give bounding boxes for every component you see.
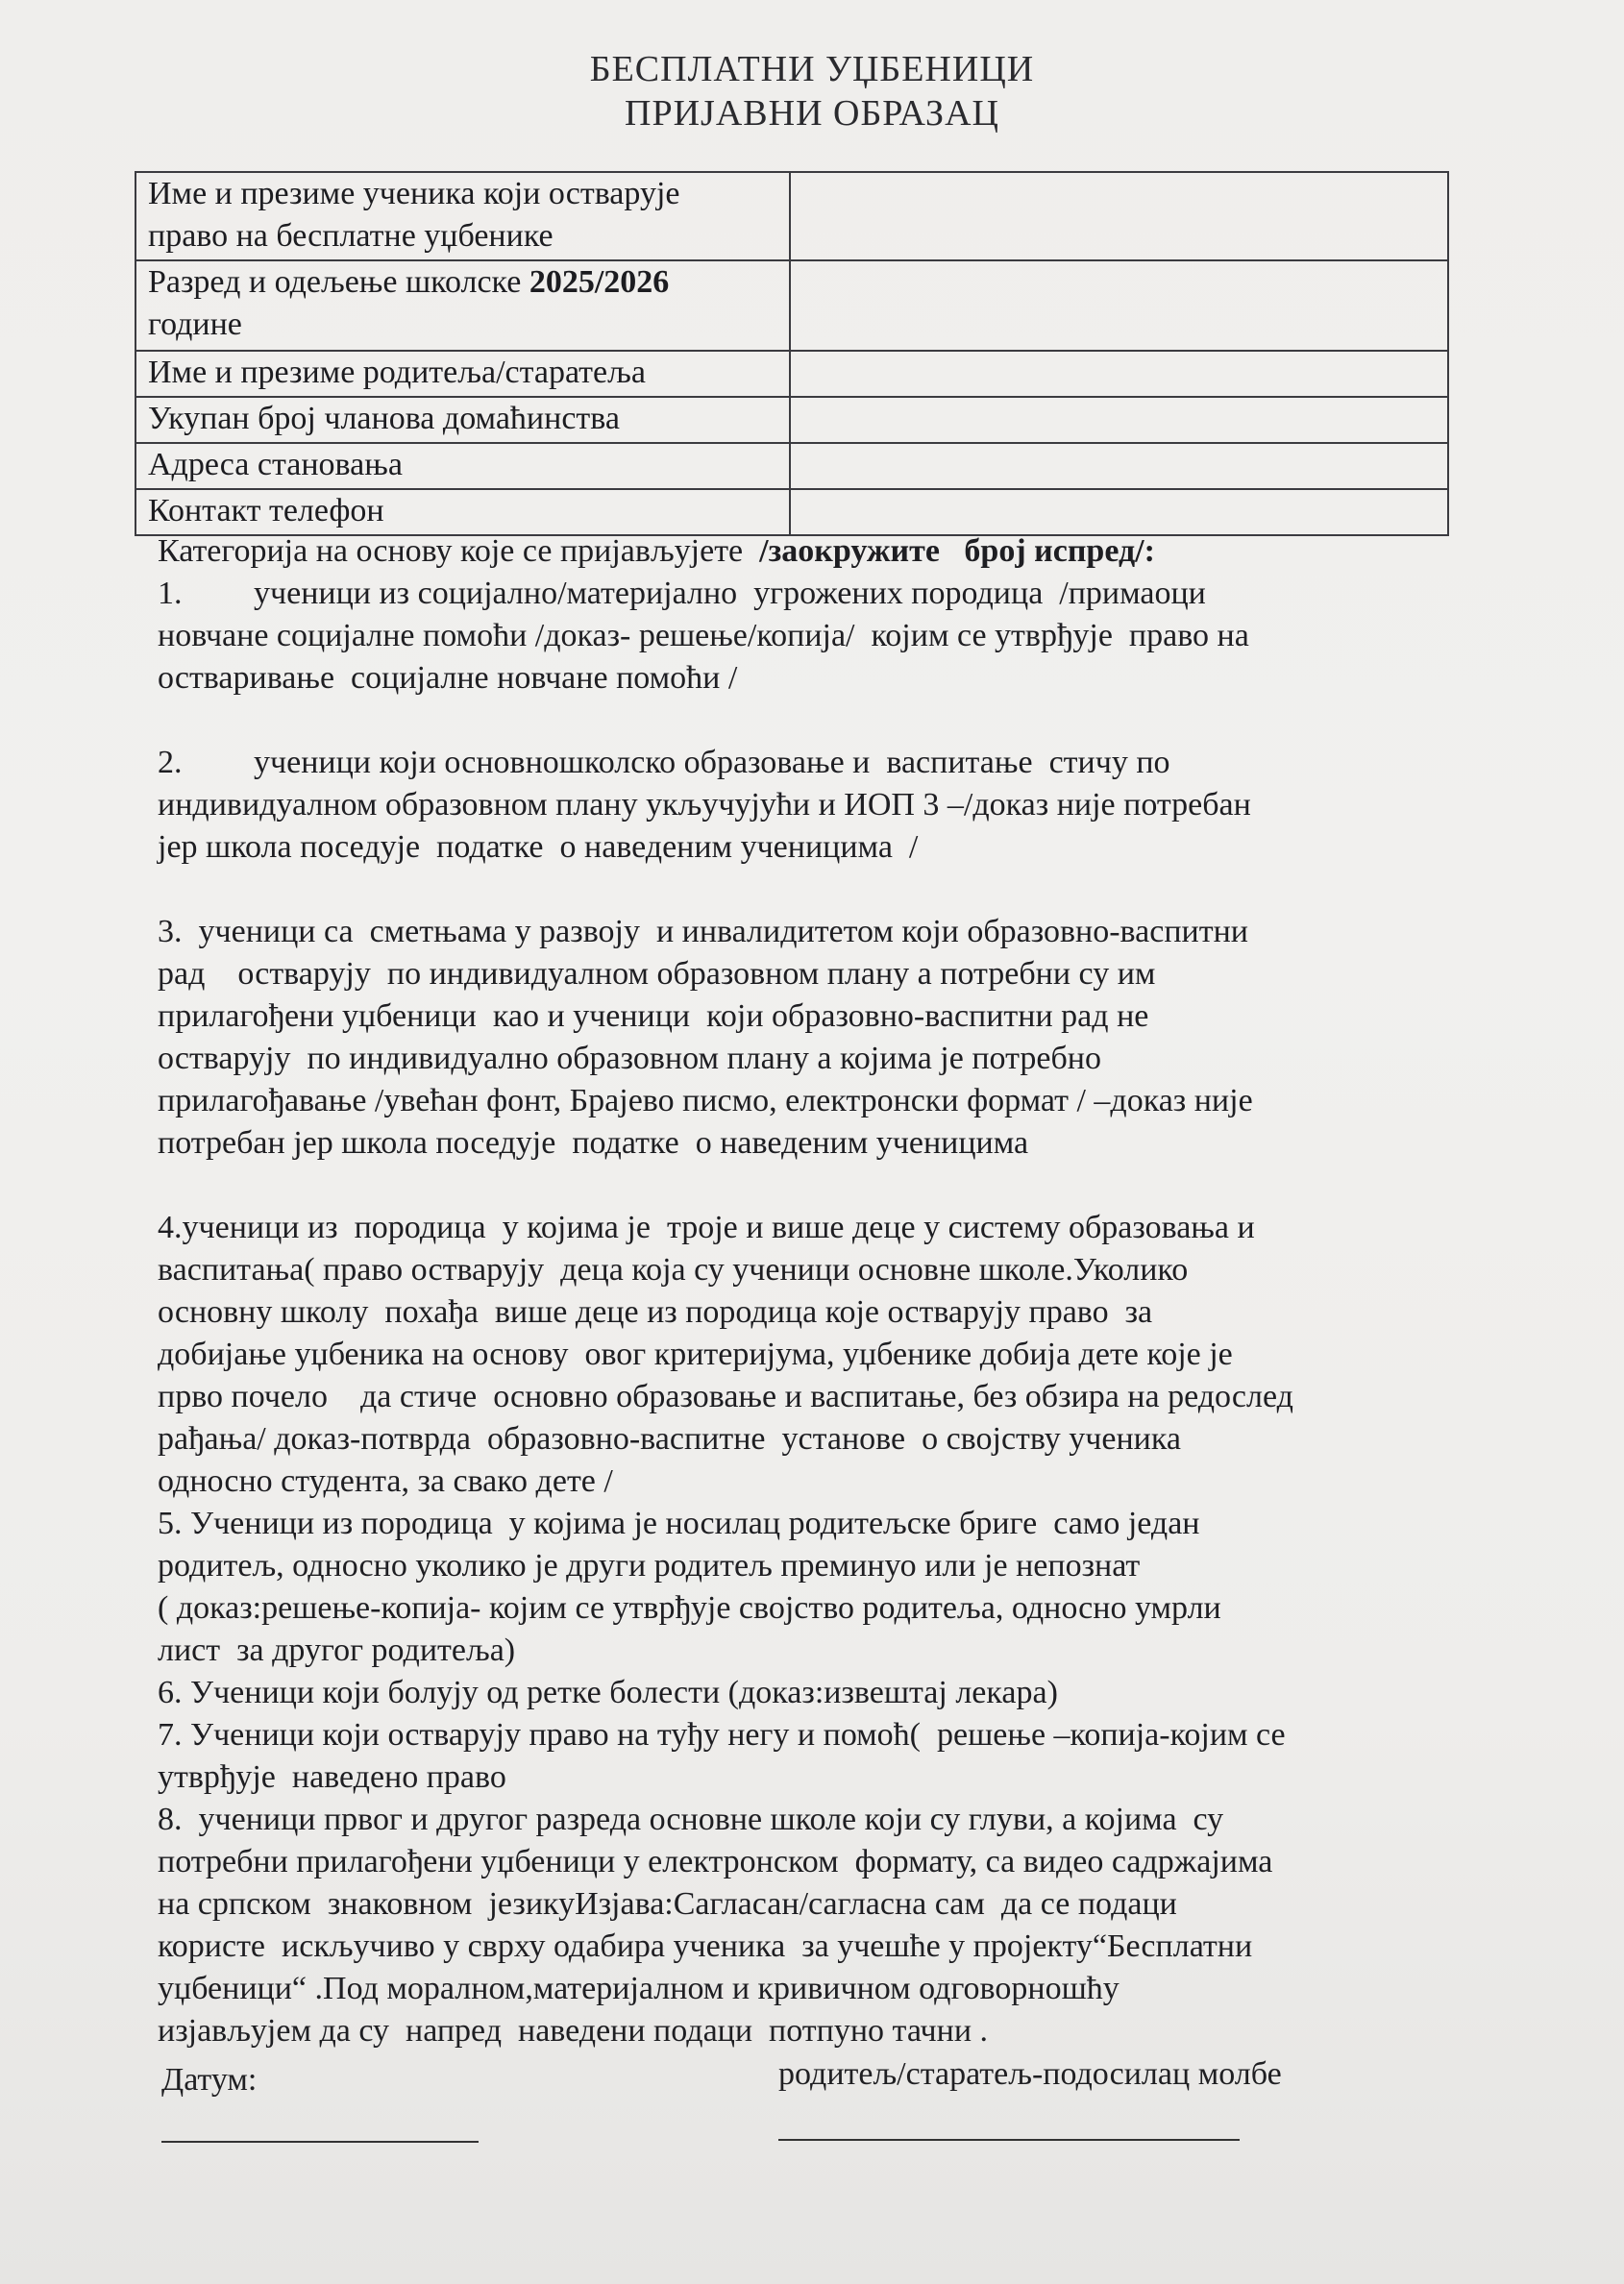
- category-1-line-2: новчане социјалне помоћи /доказ- решење/копија/ којим се утврђује право на: [158, 618, 1249, 653]
- category-5-line-2: родитељ, односно уколико је други родитељ преминуо или је непознат: [158, 1548, 1141, 1584]
- form-title: БЕСПЛАТНИ УЏБЕНИЦИ: [589, 49, 1035, 89]
- category-2-line-2: индивидуалном образовном плану укључујући и ИОП 3 –/доказ није потребан: [158, 787, 1251, 823]
- field-value-address[interactable]: [790, 443, 1448, 489]
- category-8-line-3: на српском знаковном језикуИзјава:Сагласан/сагласна сам да се подаци: [158, 1886, 1177, 1922]
- spacer: [158, 1165, 1464, 1207]
- field-label-phone: Контакт телефон: [135, 489, 790, 535]
- field-value-household-members[interactable]: [790, 397, 1448, 443]
- categories-intro: Категорија на основу које се пријављујете /заокружите број испред/:: [158, 533, 1155, 569]
- category-4-line-7: односно студента, за свако дете /: [158, 1463, 613, 1499]
- field-label-grade: Разред и одељење школске 2025/2026 године: [135, 260, 790, 351]
- declaration-line-3: изјављујем да су напред наведени подаци потпуно тачни .: [158, 2013, 989, 2049]
- category-3-line-5: прилагођавање /увећан фонт, Брајево писмо, електронски формат / –доказ није: [158, 1083, 1253, 1118]
- table-row: [135, 397, 1448, 443]
- category-4-line-6: рађања/ доказ-потврда образовно-васпитне установе о својству ученика: [158, 1421, 1181, 1457]
- categories-section: [158, 530, 1464, 2052]
- table-row: [135, 172, 1448, 260]
- category-5-line-3: ( доказ:решење-копија- којим се утврђује својство родитеља, односно умрли: [158, 1590, 1221, 1626]
- category-3-line-1[interactable]: 3. ученици са сметњама у развоју и инвалидитетом који образовно-васпитни: [158, 914, 1248, 949]
- category-2-line-3: јер школа поседује податке о наведеним ученицима /: [158, 829, 919, 865]
- category-4-line-1[interactable]: 4.ученици из породица у којима је троје и више деце у систему образовања и: [158, 1210, 1255, 1245]
- category-4-line-4: добијање уџбеника на основу овог критеријума, уџбенике добија дете које је: [158, 1337, 1233, 1372]
- category-3-line-6: потребан јер школа поседује податке о наведеним ученицима: [158, 1125, 1029, 1161]
- category-7-line-2: утврђује наведено право: [158, 1759, 506, 1795]
- category-5-line-1[interactable]: 5. Ученици из породица у којима је носилац родитељске бриге само један: [158, 1506, 1200, 1541]
- category-3-line-2: рад остварују по индивидуалном образовном плану а потребни су им: [158, 956, 1156, 992]
- field-value-parent-name[interactable]: [790, 351, 1448, 397]
- category-8-line-2: потребни прилагођени уџбеници у електронском формату, са видео садржајима: [158, 1844, 1273, 1879]
- table-row: [135, 351, 1448, 397]
- field-label-student-name: Име и презиме ученика који остварује право на бесплатне уџбенике: [135, 172, 790, 260]
- date-label: Датум:: [161, 2062, 258, 2098]
- category-4-line-3: основну школу похађа више деце из породица које остварују право за: [158, 1294, 1153, 1330]
- applicant-info-table: [135, 171, 1449, 536]
- category-2-line-1[interactable]: 2. ученици који основношколско образовање и васпитање стичу по: [158, 745, 1170, 780]
- signature-label: родитељ/старатељ-подосилац молбе: [778, 2056, 1282, 2092]
- category-6-line-1[interactable]: 6. Ученици који болују од ретке болести (доказ:извештај лекара): [158, 1675, 1058, 1710]
- date-signature-line[interactable]: [161, 2141, 479, 2143]
- category-8-line-1[interactable]: 8. ученици првог и другог разреда основне школе који су глуви, а којима су: [158, 1802, 1224, 1837]
- category-1-line-1[interactable]: 1. ученици из социјално/материјално угрожених породица /примаоци: [158, 576, 1206, 611]
- spacer: [158, 700, 1464, 742]
- field-value-student-name[interactable]: [790, 172, 1448, 260]
- table-row: [135, 489, 1448, 535]
- spacer: [158, 869, 1464, 911]
- table-row: [135, 260, 1448, 351]
- field-label-household-members: Укупан број чланова домаћинства: [135, 397, 790, 443]
- category-3-line-4: остварују по индивидуално образовном плану а којима је потребно: [158, 1041, 1101, 1076]
- category-5-line-4: лист за другог родитеља): [158, 1633, 516, 1668]
- field-value-grade[interactable]: [790, 260, 1448, 351]
- field-label-parent-name: Име и презиме родитеља/старатеља: [135, 351, 790, 397]
- category-4-line-5: прво почело да стиче основно образовање и васпитање, без обзира на редослед: [158, 1379, 1293, 1414]
- category-1-line-3: остваривање социјалне новчане помоћи /: [158, 660, 738, 696]
- parent-signature-line[interactable]: [778, 2139, 1240, 2141]
- field-label-address: Адреса становања: [135, 443, 790, 489]
- form-subtitle: ПРИЈАВНИ ОБРАЗАЦ: [625, 93, 999, 134]
- declaration-line-2: уџбеници“ .Под моралном,материјалном и кривичном одговорношћу: [158, 1971, 1120, 2006]
- field-value-phone[interactable]: [790, 489, 1448, 535]
- declaration-line-1: користе искључиво у сврху одабира ученика за учешће у пројекту“Бесплатни: [158, 1928, 1253, 1964]
- category-7-line-1[interactable]: 7. Ученици који остварују право на туђу негу и помоћ( решење –копија-којим се: [158, 1717, 1286, 1753]
- category-4-line-2: васпитања( право остварују деца која су ученици основне школе.Уколико: [158, 1252, 1189, 1288]
- category-3-line-3: прилагођени уџбеници као и ученици који образовно-васпитни рад не: [158, 998, 1149, 1034]
- table-row: [135, 443, 1448, 489]
